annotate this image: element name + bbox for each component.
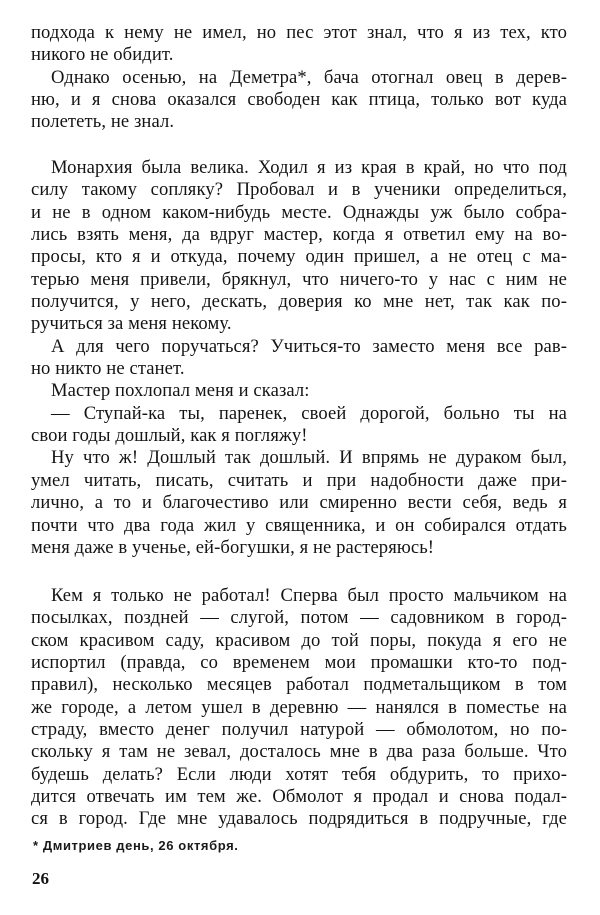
text-line: лись взять меня, да вдруг мастер, когда я ответил ему на во- [31,224,567,246]
text-line: свои годы дошлый, как я погляжу! [31,425,308,447]
text-line: почти что два года жил у священника, и он собирался отдать [31,514,567,536]
text-line: и не в одном каком-нибудь месте. Однажды уж было собра- [31,201,567,223]
text-section-1 [31,22,567,134]
text-line: страду, вместо денег получил натурой — обмолотом, но по- [31,719,567,741]
text-line: правил), несколько месяцев работал подметальщиком в том [31,674,567,696]
text-line: ся в город. Где мне удавалось подрядиться в подручные, где [31,808,567,830]
text-line: получится, у него, дескать, доверия ко мне нет, так как по- [31,291,567,313]
text-line: умел читать, писать, считать и при надобности даже при- [31,469,567,491]
text-line: будешь делать? Если люди хотят тебя обдурить, то прихо- [31,763,567,785]
text-line: посылках, поздней — слугой, потом — садовником в город- [31,607,567,629]
text-line: Однако осенью, на Деметра*, бача отогнал овец в дерев- [51,66,567,88]
text-line: Монархия была велика. Ходил я из края в край, но что под [51,157,567,178]
text-line: ском красивом саду, красивом до той поры, покуда я его не [31,629,567,651]
text-line: дится отвечать им тем же. Обмолот я продал и снова подал- [31,786,567,808]
text-line: Ну что ж! Дошлый так дошлый. И впрямь не дураком был, [51,447,567,469]
text-line: просы, кто я и откуда, почему один пришел, а не отец с ма- [31,246,567,268]
text-line: А для чего поручаться? Учиться-то заместо меня все рав- [51,335,567,357]
text-line: ручиться за меня некому. [31,313,232,335]
text-line: Кем я только не работал! Сперва был просто мальчиком на [51,585,567,606]
page-number: 26 [32,869,49,888]
text-line: подхода к нему не имел, но пес этот знал, что я из тех, кто [31,22,567,43]
text-line: испортил (правда, со временем мои промашки кто-то под- [31,652,567,674]
text-line: силу такому сопляку? Пробовал и в ученики определиться, [31,179,567,201]
text-line: Мастер похлопал меня и сказал: [51,380,310,402]
text-line: скольку я там не зевал, досталось мне в два раза больше. Что [31,741,567,763]
text-line: ню, и я снова оказался свободен как птица, только вот куда [31,89,567,111]
text-line: никого не обидит. [31,44,174,66]
text-line: — Ступай-ка ты, паренек, своей дорогой, больно ты на [51,402,567,424]
text-section-3 [31,585,567,831]
text-line: но никто не станет. [31,358,185,380]
text-line: терью меня привели, брякнул, что ничего-то у нас с ним не [31,268,567,290]
text-section-2 [31,157,567,559]
text-line: полететь, не знал. [31,111,175,133]
footnote: * Дмитриев день, 26 октября. [33,838,239,853]
text-line: же городе, а летом ушел в деревню — нанялся в поместье на [31,696,567,718]
text-line: лично, а то и благочестиво или смиренно вести себя, ведь я [31,492,567,514]
text-line: меня даже в ученье, ей-богушки, я не растеряюсь! [31,536,435,558]
